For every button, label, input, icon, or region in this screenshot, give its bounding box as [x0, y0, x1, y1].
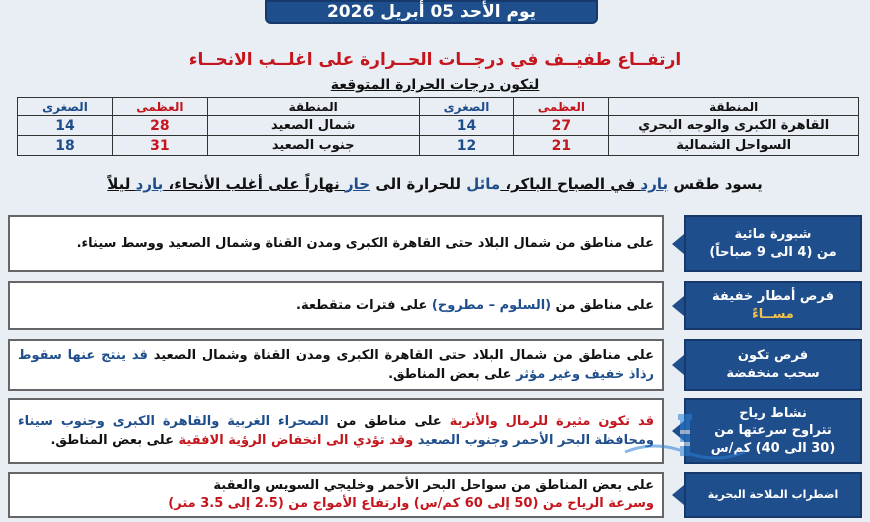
content-highlight: قد تكون مثيرة للرمال والأتربة — [449, 413, 655, 429]
content-highlight: وقد تؤدي الى انخفاض الرؤية الافقية — [178, 433, 418, 448]
content-text: على بعض المناطق من سواحل البحر الأحمر وخليجي السويس والعقبة — [213, 478, 654, 494]
label-value: (30 الى 40) كم/س — [710, 440, 836, 456]
max-temp-cell: 28 — [112, 116, 207, 136]
row-content — [8, 398, 664, 464]
label-title: نشاط رياح — [739, 405, 807, 421]
content-highlight: (السلوم – مطروح) — [431, 297, 552, 313]
summary-text: للحرارة الى — [370, 175, 467, 193]
content-text: على مناطق من — [551, 297, 654, 313]
weather-summary — [0, 175, 870, 193]
header-region: المنطقة — [207, 98, 419, 116]
forecast-row-fog — [8, 215, 862, 272]
label-title: فرص أمطار خفيفة — [712, 288, 834, 304]
content-highlight: الصحراء الغربية والقاهرة الكبرى وجنوب سيناء ومحافظة البحر الأحمر وجنوب الصعيد — [18, 413, 654, 448]
summary-keyword: حار — [345, 175, 371, 193]
arrow-icon — [672, 485, 684, 505]
region-cell: شمال الصعيد — [207, 116, 419, 136]
headline: ارتفــاع طفيــف في درجــات الحــرارة على اغلــب الانحــاء — [188, 50, 682, 70]
label-title: شبورة مائية — [734, 226, 812, 242]
forecast-row-rain — [8, 281, 862, 330]
table-row — [18, 116, 859, 136]
min-temp-cell: 18 — [18, 136, 113, 156]
row-label — [684, 339, 862, 391]
region-cell: السواحل الشمالية — [609, 136, 859, 156]
row-content-text: على مناطق من شمال البلاد حتى القاهرة الكبرى ومدن القناة وشمال الصعيد ووسط سيناء. — [76, 235, 654, 251]
content-text: على بعض المناطق. — [388, 367, 517, 382]
region-cell: القاهرة الكبرى والوجه البحري — [609, 116, 859, 136]
arrow-icon — [672, 421, 684, 441]
header-max: العظمى — [112, 98, 207, 116]
row-label — [684, 281, 862, 330]
table-header-row — [18, 98, 859, 116]
min-temp-cell: 14 — [419, 116, 514, 136]
header-min: الصغرى — [419, 98, 514, 116]
label-title: اضطراب الملاحة البحرية — [707, 487, 839, 501]
content-text: على مناطق من شمال البلاد حتى القاهرة الكبرى ومدن القناة وشمال الصعيد — [147, 347, 654, 363]
summary-keyword: بارد — [135, 175, 164, 193]
min-temp-cell: 14 — [18, 116, 113, 136]
content-highlight: وسرعة الرياح من (50 إلى 60 كم/س) وارتفاع الأمواج من (2.5 إلى 3.5 متر) — [168, 496, 654, 511]
label-subtitle: مســاءً — [752, 306, 794, 322]
row-label — [684, 215, 862, 272]
arrow-icon — [672, 296, 684, 316]
label-subtitle: من (4 الى 9 صباحاً) — [709, 244, 837, 260]
row-content — [8, 339, 664, 391]
header-region: المنطقة — [609, 98, 859, 116]
content-text: على فترات متقطعة. — [296, 297, 432, 313]
date-banner: يوم الأحد 05 أبريل 2026 — [265, 0, 598, 24]
summary-text: نهاراً على أغلب الأنحاء، — [163, 175, 346, 193]
table-row — [18, 136, 859, 156]
header-max: العظمى — [514, 98, 609, 116]
region-cell: جنوب الصعيد — [207, 136, 419, 156]
max-temp-cell: 21 — [514, 136, 609, 156]
forecast-row-wind — [8, 398, 862, 464]
temperature-table — [17, 97, 859, 156]
label-subtitle: سحب منخفضة — [726, 366, 820, 381]
summary-text: يسود طقس — [668, 175, 763, 193]
table-caption: لتكون درجات الحرارة المتوقعة — [330, 77, 540, 93]
row-content — [8, 472, 664, 518]
min-temp-cell: 12 — [419, 136, 514, 156]
row-label — [684, 472, 862, 518]
row-content — [8, 281, 664, 330]
summary-keyword: مائل — [466, 175, 501, 193]
content-text: على مناطق من — [328, 413, 450, 429]
content-highlight: قد ينتج عنها سقوط رذاذ خفيف وغير مؤثر — [18, 347, 654, 382]
forecast-row-clouds — [8, 339, 862, 391]
arrow-icon — [672, 234, 684, 254]
arrow-icon — [672, 355, 684, 375]
label-subtitle: تتراوح سرعتها من — [714, 423, 832, 439]
row-content — [8, 215, 664, 272]
row-label — [684, 398, 862, 464]
summary-text: ليلاً — [107, 175, 136, 193]
max-temp-cell: 31 — [112, 136, 207, 156]
label-title: فرص تكون — [737, 348, 809, 364]
header-min: الصغرى — [18, 98, 113, 116]
summary-text: في الصباح الباكر، — [500, 175, 641, 193]
forecast-row-marine — [8, 472, 862, 518]
content-text: على بعض المناطق. — [50, 433, 179, 448]
summary-keyword: بارد — [640, 175, 669, 193]
max-temp-cell: 27 — [514, 116, 609, 136]
